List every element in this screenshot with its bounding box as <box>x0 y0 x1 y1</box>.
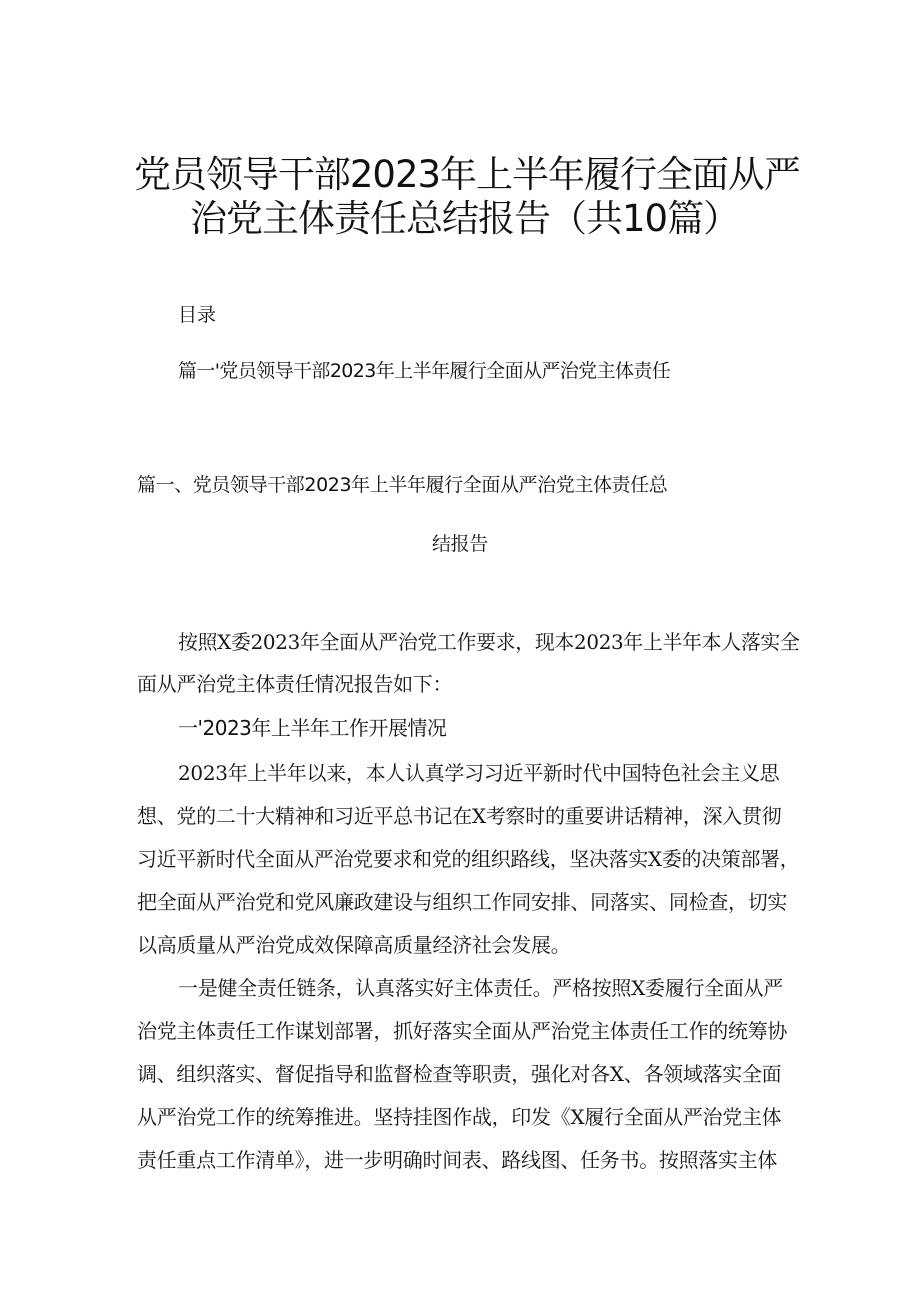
toc-item[interactable]: 篇一'党员领导干部2023年上半年履行全面从严治党主体责任 <box>178 360 671 382</box>
paragraph-line: 以高质量从严治党成效保障高质量经济社会发展。 <box>137 933 571 957</box>
document-title-line-1: 党员领导干部2023年上半年履行全面从严 <box>134 153 800 196</box>
paragraph-line: 按照X委2023年全面从严治党工作要求，现本2023年上半年本人落实全 <box>178 631 800 654</box>
paragraph-line: 治党主体责任工作谋划部署，抓好落实全面从严治党主体责任工作的统筹协 <box>137 1019 788 1043</box>
document-title-line-2: 治党主体责任总结报告（共10篇） <box>190 197 740 240</box>
paragraph-line: 想、党的二十大精神和习近平总书记在X考察时的重要讲话精神，深入贯彻 <box>137 804 782 828</box>
paragraph-line: 调、组织落实、督促指导和监督检查等职责，强化对各X、各领域落实全面 <box>137 1062 782 1086</box>
paragraph-line: 一是健全责任链条，认真落实好主体责任。严格按照X委履行全面从严 <box>178 976 783 1000</box>
section-title-line-1: 篇一、党员领导干部2023年上半年履行全面从严治党主体责任总 <box>137 474 668 496</box>
toc-heading: 目录 <box>178 304 217 326</box>
paragraph-line: 2023年上半年以来，本人认真学习习近平新时代中国特色社会主义思 <box>178 761 780 785</box>
paragraph-line: 习近平新时代全面从严治党要求和党的组织路线，坚决落实X委的决策部署， <box>137 847 800 871</box>
sub-heading: 一'2023年上半年工作开展情况 <box>178 716 447 740</box>
paragraph-line: 面从严治党主体责任情况报告如下： <box>137 672 453 696</box>
paragraph-line: 责任重点工作清单》，进一步明确时间表、路线图、任务书。按照落实主体 <box>137 1148 778 1172</box>
paragraph-line: 把全面从严治党和党风廉政建设与组织工作同安排、同落实、同检查，切实 <box>137 890 788 914</box>
section-title-line-2: 结报告 <box>432 533 488 555</box>
paragraph-line: 从严治党工作的统筹推进。坚持挂图作战，印发《X履行全面从严治党主体 <box>137 1105 782 1129</box>
